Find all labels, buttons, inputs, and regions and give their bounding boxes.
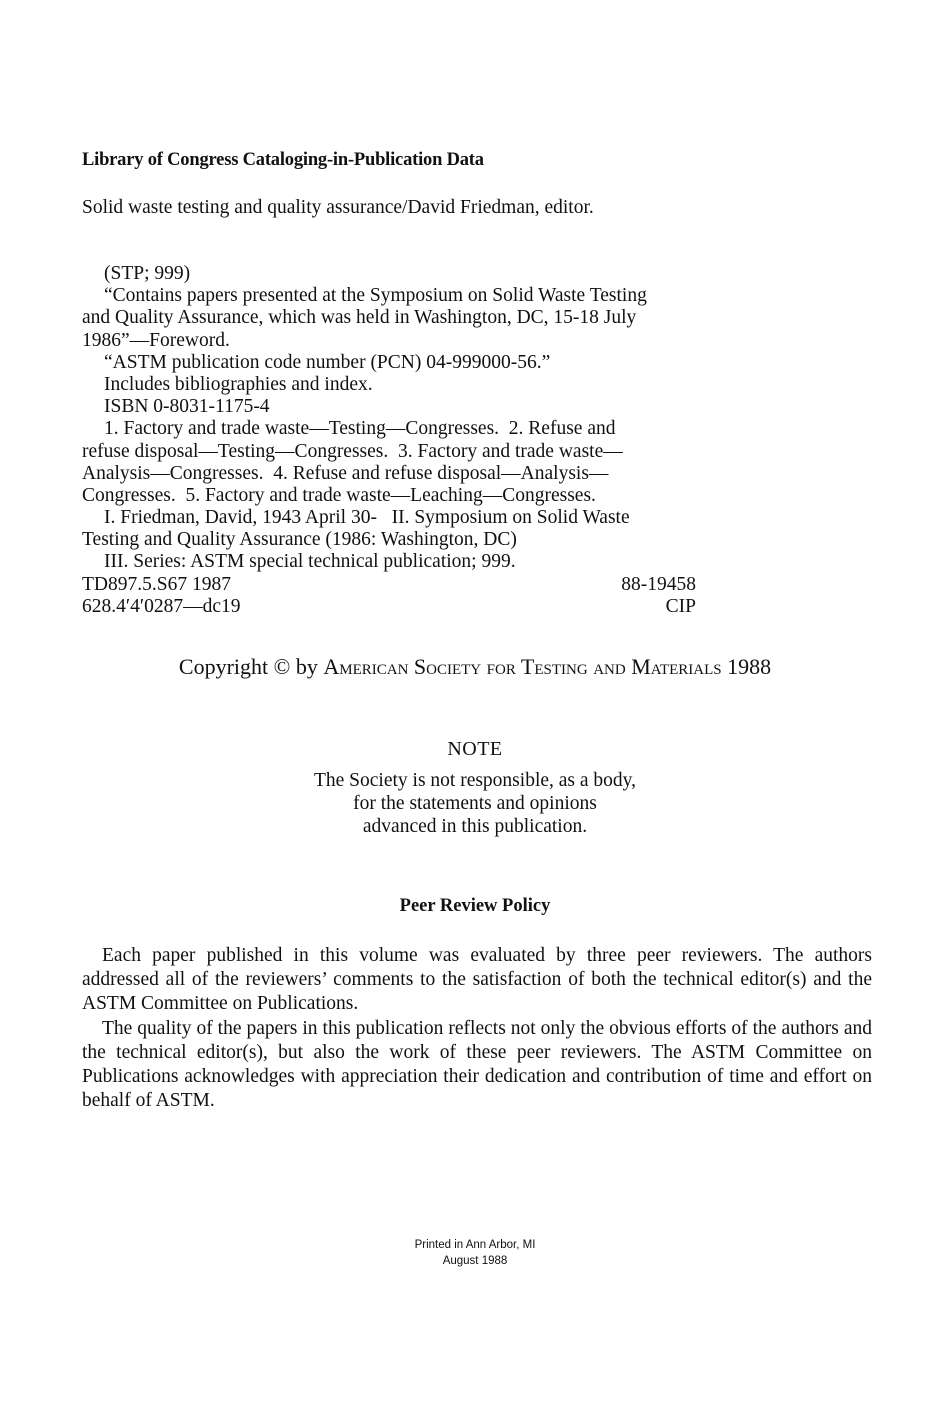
copyright-line [0, 654, 950, 680]
cip-line: Includes bibliographies and index. [104, 373, 373, 395]
cip-line: “Contains papers presented at the Symposium on Solid Waste Testing [104, 285, 647, 307]
cip-line: (STP; 999) [104, 263, 191, 284]
cip-heading: Library of Congress Cataloging-in-Publication Data [82, 150, 484, 170]
copyright-prefix: Copyright © by [178, 654, 324, 679]
printed-place: Printed in Ann Arbor, MI [414, 1239, 536, 1251]
peer-review-paragraph: Each paper published in this volume was evaluated by three peer reviewers. The authors addressed all of the reviewers’ comments to the satisfaction of both the technical editor(s) and the ASTM Committee on Publications. [82, 945, 872, 1014]
cip-title: Solid waste testing and quality assurance/David Friedman, editor. [82, 197, 594, 218]
cip-line: 1986”—Foreword. [82, 329, 230, 351]
copyright-year: 1988 [721, 654, 772, 679]
printed-date: August 1988 [442, 1255, 508, 1267]
note-line: advanced in this publication. [362, 816, 588, 837]
cip-line: refuse disposal—Testing—Congresses. 3. Factory and trade waste— [82, 440, 623, 462]
note-body [0, 769, 950, 838]
note-line: The Society is not responsible, as a body, [313, 770, 637, 791]
cip-mark: CIP [665, 595, 696, 617]
cip-record [82, 263, 702, 618]
cip-line: ISBN 0-8031-1175-4 [104, 396, 270, 418]
dewey-number: 628.4′4′0287—dc19 [82, 595, 241, 617]
note-heading: NOTE [447, 738, 503, 760]
peer-review-body [82, 944, 872, 1113]
cip-line: Congresses. 5. Factory and trade waste—Leaching—Congresses. [82, 484, 596, 506]
peer-review-heading: Peer Review Policy [399, 896, 551, 916]
cip-line: III. Series: ASTM special technical publication; 999. [104, 551, 516, 573]
cip-line: Analysis—Congresses. 4. Refuse and refuse disposal—Analysis— [82, 462, 609, 484]
cip-line: and Quality Assurance, which was held in Washington, DC, 15-18 July [82, 307, 637, 329]
peer-review-paragraph: The quality of the papers in this publication reflects not only the obvious efforts of the authors and the technical editor(s), but also the work of these peer reviewers. The ASTM Committee on Publications acknowledges with appreciation their dedication and contribution of time and effort on behalf of ASTM. [82, 1018, 872, 1111]
lccn: 88-19458 [621, 573, 696, 595]
note-line: for the statements and opinions [353, 793, 597, 814]
cip-line: 1. Factory and trade waste—Testing—Congresses. 2. Refuse and [104, 418, 616, 440]
printer-info [0, 1237, 950, 1269]
call-number-row [82, 574, 696, 596]
cip-line: I. Friedman, David, 1943 April 30- II. Symposium on Solid Waste [104, 507, 630, 529]
cip-line: “ASTM publication code number (PCN) 04-999000-56.” [104, 351, 551, 373]
copyright-society: American Society for Testing and Materials [323, 654, 722, 679]
dewey-row [82, 596, 696, 618]
cip-line: Testing and Quality Assurance (1986: Washington, DC) [82, 529, 517, 551]
call-number: TD897.5.S67 1987 [82, 573, 231, 595]
